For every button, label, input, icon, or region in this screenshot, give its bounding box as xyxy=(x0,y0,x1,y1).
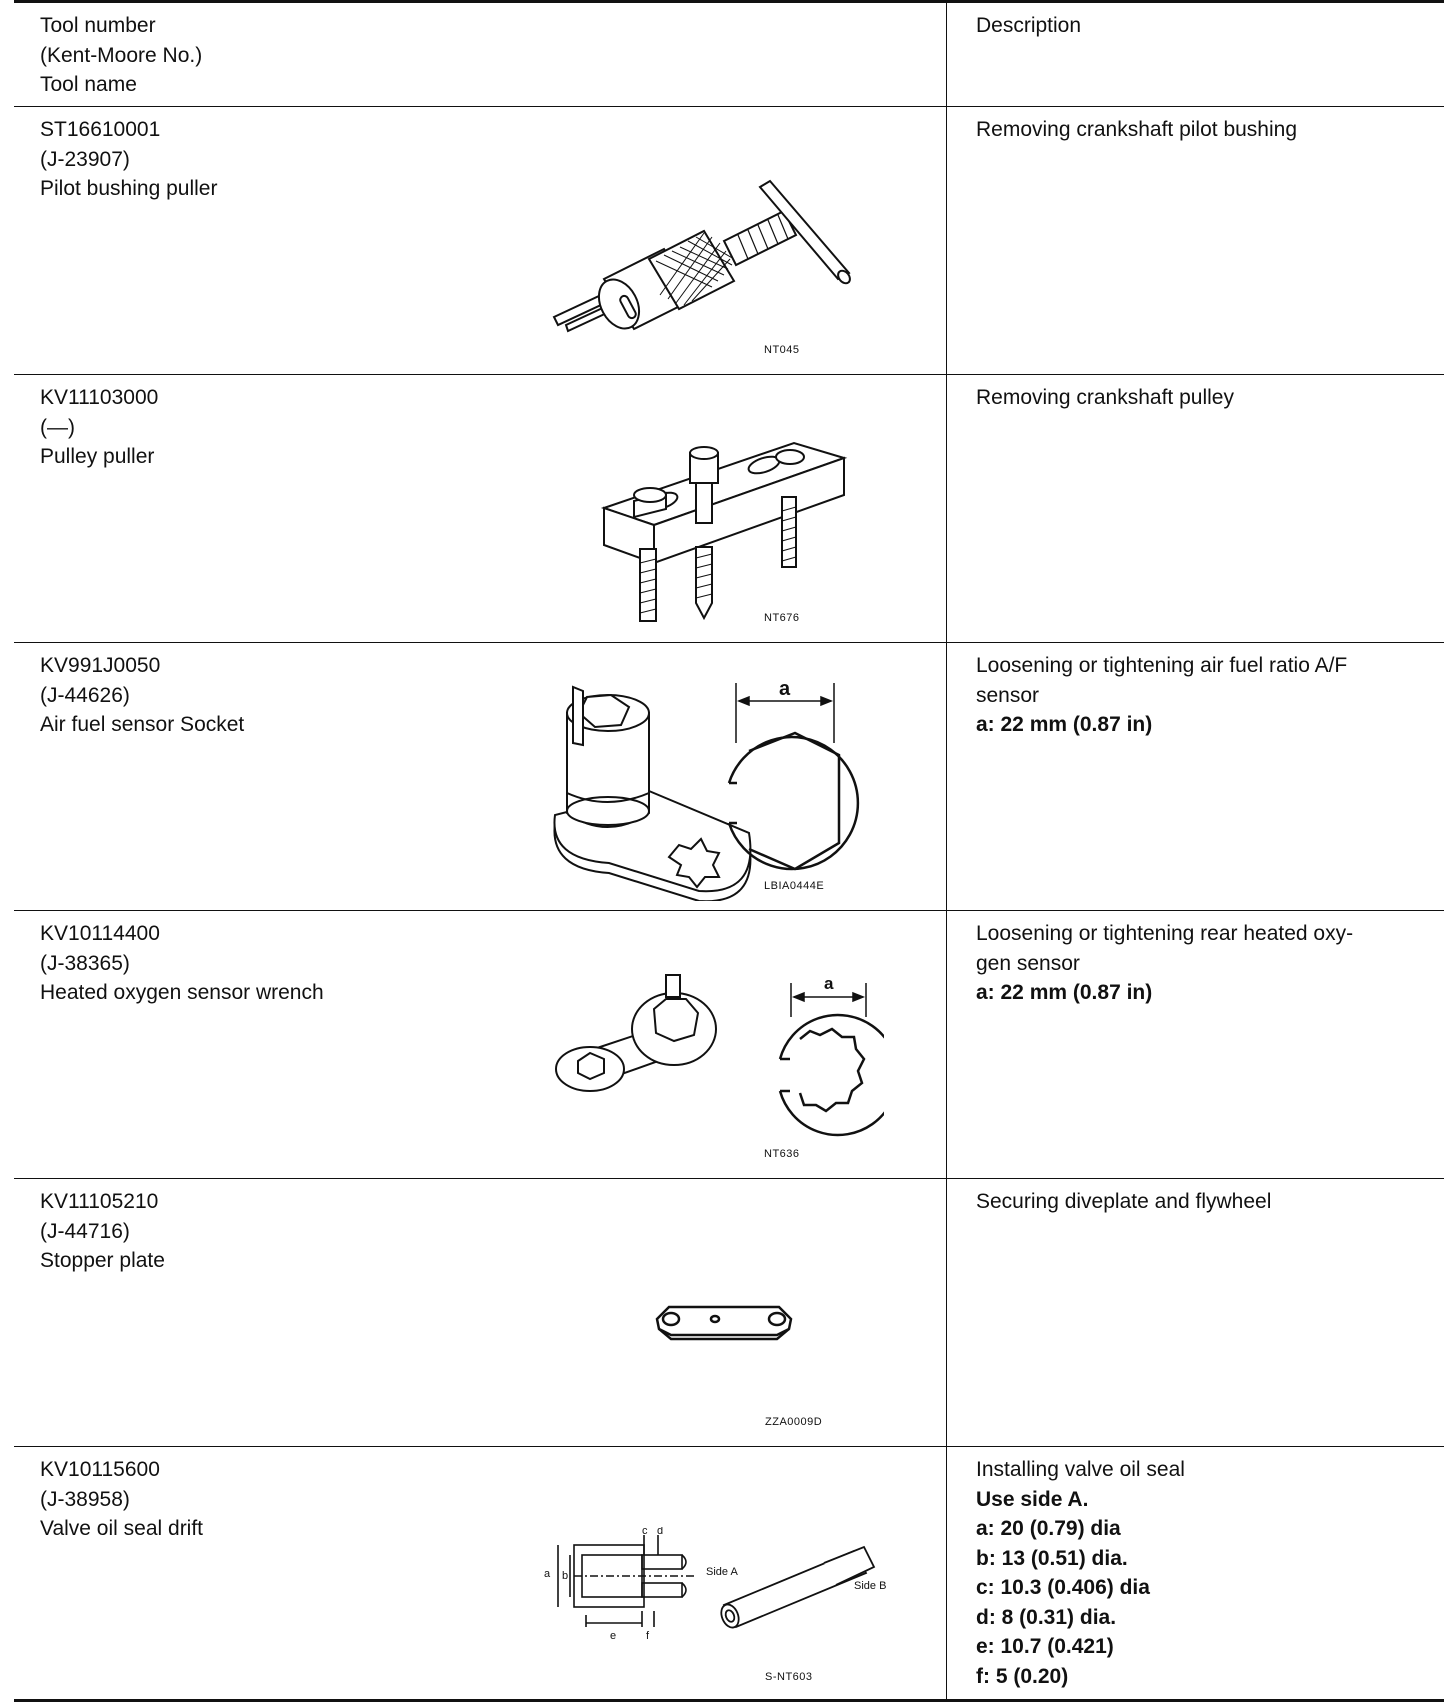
description-line: gen sensor xyxy=(976,951,1080,975)
description-line: Securing diveplate and flywheel xyxy=(976,1190,1272,1213)
spec-line: e: 10.7 (0.421) xyxy=(976,1635,1114,1658)
tool-cell xyxy=(40,651,244,740)
tool-name: Pulley puller xyxy=(40,445,155,468)
dim-label-a: a xyxy=(544,1568,551,1580)
figure-code: ZZA0009D xyxy=(765,1416,823,1428)
description-cell xyxy=(976,1187,1436,1217)
tool-name: Pilot bushing puller xyxy=(40,177,218,200)
dimension-label-a: a xyxy=(824,974,834,993)
description-line: Loosening or tightening air fuel ratio A/F xyxy=(976,654,1348,677)
tool-name: Valve oil seal drift xyxy=(40,1517,204,1540)
table-header-row xyxy=(14,3,1444,107)
figure-code: S-NT603 xyxy=(765,1671,813,1683)
spec-line: f: 5 (0.20) xyxy=(976,1664,1069,1688)
table-row xyxy=(14,1447,1444,1699)
tool-cell xyxy=(40,115,217,204)
tool-number: KV10114400 xyxy=(40,922,160,945)
header-tool-number: Tool number xyxy=(40,14,156,37)
side-b-label: Side B xyxy=(854,1580,887,1592)
figure-code: NT045 xyxy=(764,344,800,356)
header-kent-moore: (Kent-Moore No.) xyxy=(40,43,203,67)
description-cell xyxy=(976,919,1436,1008)
table-row xyxy=(14,911,1444,1179)
stopper-plate-illustration xyxy=(649,1299,799,1349)
kent-moore-number: (J-44716) xyxy=(40,1219,130,1243)
spec-line: a: 22 mm (0.87 in) xyxy=(976,981,1153,1004)
description-cell xyxy=(976,115,1436,145)
header-tool-column xyxy=(40,11,202,100)
air-fuel-sensor-socket-illustration xyxy=(549,673,879,901)
spec-line: c: 10.3 (0.406) dia xyxy=(976,1576,1150,1599)
spec-line: a: 22 mm (0.87 in) xyxy=(976,713,1153,736)
figure-code: NT676 xyxy=(764,612,800,624)
table-row xyxy=(14,375,1444,643)
table-row xyxy=(14,643,1444,911)
tool-number: KV11103000 xyxy=(40,386,159,409)
tool-number: KV10115600 xyxy=(40,1458,160,1481)
kent-moore-number: (J-38365) xyxy=(40,951,130,975)
kent-moore-number: (J-38958) xyxy=(40,1487,130,1511)
dim-label-b: b xyxy=(562,1570,569,1582)
tool-cell xyxy=(40,1455,203,1544)
dimension-label-a: a xyxy=(779,678,791,700)
dim-label-f: f xyxy=(646,1630,650,1642)
dim-label-c: c xyxy=(642,1527,648,1537)
pilot-bushing-puller-illustration xyxy=(544,169,884,339)
pulley-puller-illustration xyxy=(594,413,854,633)
tool-cell xyxy=(40,919,324,1008)
table-row xyxy=(14,1179,1444,1447)
tool-cell xyxy=(40,383,158,472)
tool-number: KV11105210 xyxy=(40,1190,159,1213)
tool-number: ST16610001 xyxy=(40,118,161,141)
description-line: Removing crankshaft pilot bushing xyxy=(976,118,1298,141)
spec-line: d: 8 (0.31) dia. xyxy=(976,1605,1117,1629)
tool-number: KV991J0050 xyxy=(40,654,161,677)
tool-name: Heated oxygen sensor wrench xyxy=(40,981,324,1004)
description-cell xyxy=(976,383,1436,413)
dim-label-d: d xyxy=(657,1527,664,1537)
description-line: Removing crankshaft pulley xyxy=(976,386,1234,409)
tool-cell xyxy=(40,1187,165,1276)
tool-name: Air fuel sensor Socket xyxy=(40,713,245,736)
table-row xyxy=(14,107,1444,375)
kent-moore-number: (J-44626) xyxy=(40,683,130,707)
spec-line: a: 20 (0.79) dia xyxy=(976,1517,1121,1540)
header-description: Description xyxy=(976,14,1082,37)
dim-label-e: e xyxy=(610,1630,617,1642)
spec-line: Use side A. xyxy=(976,1487,1089,1511)
description-line: sensor xyxy=(976,683,1040,707)
description-cell xyxy=(976,1455,1436,1691)
side-a-label: Side A xyxy=(706,1566,738,1578)
kent-moore-number: (J-23907) xyxy=(40,147,130,171)
kent-moore-number: (—) xyxy=(40,415,75,439)
header-tool-name: Tool name xyxy=(40,73,137,96)
figure-code: LBIA0444E xyxy=(764,880,825,892)
description-cell xyxy=(976,651,1436,740)
description-line: Loosening or tightening rear heated oxy- xyxy=(976,922,1354,945)
figure-code: NT636 xyxy=(764,1148,800,1160)
heated-oxygen-sensor-wrench-illustration xyxy=(554,969,884,1149)
description-line: Installing valve oil seal xyxy=(976,1458,1185,1481)
spec-line: b: 13 (0.51) dia. xyxy=(976,1546,1128,1570)
tool-name: Stopper plate xyxy=(40,1249,165,1272)
valve-oil-seal-drift-illustration xyxy=(534,1527,904,1657)
